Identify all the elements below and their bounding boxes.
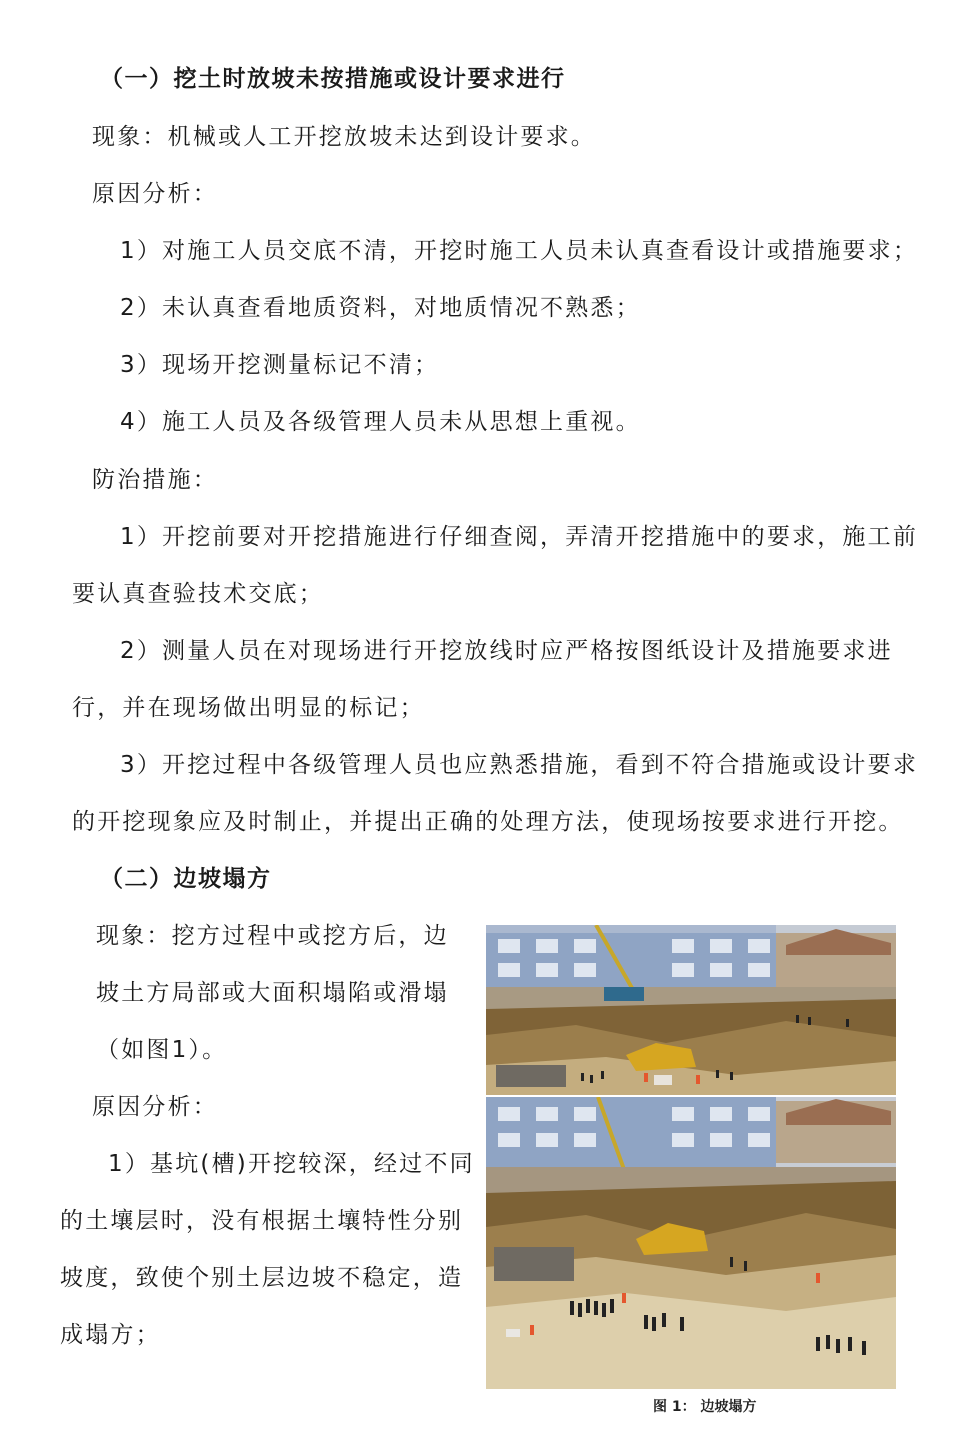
section2-phenomenon-line1: 现象：挖方过程中或挖方后，边 <box>96 923 449 949</box>
figure-caption: 图 1： 边坡塌方 <box>653 1399 757 1415</box>
section1-cause-2: 2）未认真查看地质资料，对地质情况不熟悉； <box>120 295 641 321</box>
section1-cause-1: 1）对施工人员交底不清，开挖时施工人员未认真查看设计或措施要求； <box>120 238 919 264</box>
section2-cause-1-line2: 的土壤层时，没有根据土壤特性分别 <box>60 1208 464 1234</box>
section1-measure-3-line2: 的开挖现象应及时制止，并提出正确的处理方法，使现场按要求进行开挖。 <box>72 809 904 835</box>
section1-measure-1-line2: 要认真查验技术交底； <box>72 581 324 607</box>
section1-measure-3-line1: 3）开挖过程中各级管理人员也应熟悉措施，看到不符合措施或设计要求 <box>120 752 919 778</box>
section1-measure-2-line2: 行，并在现场做出明显的标记； <box>72 695 425 721</box>
slope-collapse-photo-top <box>486 925 896 1095</box>
slope-collapse-photo-bottom <box>486 1097 896 1389</box>
section2-phenomenon-line2: 坡土方局部或大面积塌陷或滑塌 <box>96 980 449 1006</box>
section2-cause-1-line3: 坡度，致使个别土层边坡不稳定，造 <box>60 1265 464 1291</box>
section1-cause-3: 3）现场开挖测量标记不清； <box>120 352 440 378</box>
section1-cause-title: 原因分析： <box>92 181 218 207</box>
section1-phenomenon: 现象：机械或人工开挖放坡未达到设计要求。 <box>92 124 596 150</box>
section1-heading: （一）挖土时放坡未按措施或设计要求进行 <box>100 66 566 92</box>
section2-cause-1-line4: 成塌方； <box>60 1322 161 1348</box>
section1-measure-1-line1: 1）开挖前要对开挖措施进行仔细查阅，弄清开挖措施中的要求，施工前 <box>120 524 919 550</box>
section2-cause-1-line1: 1）基坑(槽)开挖较深，经过不同 <box>108 1151 475 1177</box>
section1-cause-4: 4）施工人员及各级管理人员未从思想上重视。 <box>120 409 641 435</box>
section1-measure-2-line1: 2）测量人员在对现场进行开挖放线时应严格按图纸设计及措施要求进 <box>120 638 893 664</box>
section1-prevention-title: 防治措施： <box>92 467 218 493</box>
section2-cause-title: 原因分析： <box>92 1094 218 1120</box>
section2-heading: （二）边坡塌方 <box>100 866 272 892</box>
section2-phenomenon-line3: （如图1）。 <box>96 1037 228 1063</box>
